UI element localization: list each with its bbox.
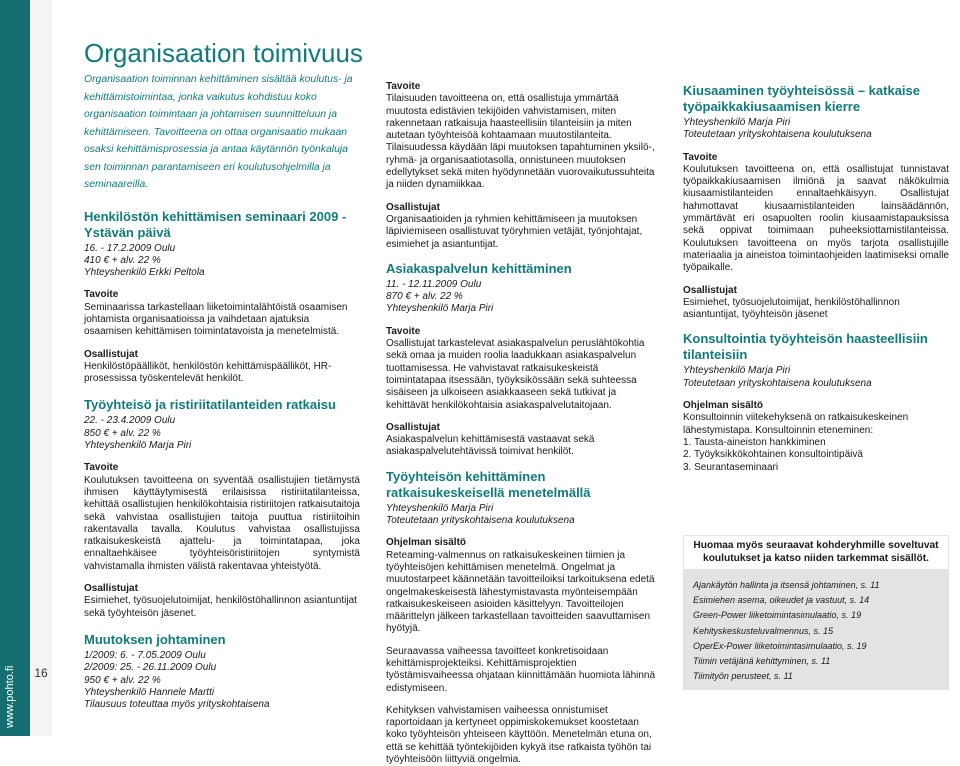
intro-text: Organisaation toiminnan kehittäminen sisältää koulutus- ja kehittämistoimintaa, jonka vaikutus kohdistuu koko organisaation toimintaan ja johtamisen suunnitteluun ja kehittämiseen. Tavoitteena on ottaa organisaatio mukaan osaksi kehittämisprosessia ja antaa käytännön työnkaluja sen toiminnan parantamiseen eri koulutusohjelmilla ja seminaareilla. — [84, 74, 353, 190]
goal-label: Tavoite — [386, 81, 421, 92]
goal-text: Koulutuksen tavoitteena on syventää osallistujien tietämystä ihmisen käyttäytymisestä erilaisissa ristiriitatilanteissa, kehittää osallistujien henkilökohtaisia ristiriitojen ratkaisutaitoja sekä vahvistaa osallistujien taitoja puuttua ristiriitoihin rakentavalla tavalla. Koulutus vahvistaa osallistujissa ratkaisukeskeistä ajattelu- ja toimintatapaa, joka ennaltaehkäisee työyhteisöristiriitojen syntymistä vahvistamalla ihmisten välistä rakentavaa yhteistyötä. — [84, 474, 360, 572]
participants-label: Osallistujat — [683, 284, 737, 296]
section-title: Työyhteisö ja ristiriitatilanteiden ratkaisu — [84, 397, 336, 413]
program-step: 3. Seurantaseminaari — [683, 461, 779, 473]
section-note: Toteutetaan yrityskohtaisena koulutuksena — [683, 377, 872, 389]
program-label: Ohjelman sisältö — [683, 400, 764, 412]
related-course-item: Tiimin vetäjänä kehittyminen, s. 11 — [693, 656, 831, 667]
section-contact: Yhteyshenkilö Marja Piri — [84, 440, 192, 452]
section-title: Henkilöstön kehittämisen seminaari 2009 - Ystävän päivä — [84, 208, 347, 240]
section-contact: Yhteyshenkilö Marja Piri — [386, 502, 494, 514]
participants-text: Asiakaspalvelun kehittämisestä vastaavat sekä asiakaspalvelutehtävissä toimivat henkilöt. — [386, 434, 595, 458]
goal-text: Tilaisuuden tavoitteena on, että osallistuja ymmärtää muutosta edistävien tekijöiden vahvistamisen, miten rakennetaan ratkaisuja haasteellisiin tilanteisiin ja miten autetaan työyhteisöä kohtaamaan muutostilanteita. Tilaisuudessa käydään läpi muutoksen tapahtuminen yksilö-, ryhmä- ja organisaatiotasolla, onnistuneen muutoksen edellytykset sekä miten hyödynnetään vuorovaikutussuhteita ja niiden dynamiikkaa. — [386, 93, 655, 191]
section-title: Muutoksen johtaminen — [84, 631, 226, 647]
program-text: Seuraavassa vaiheessa tavoitteet konkretisoidaan kehittämisprojekteiksi. Kehittämisprojektien työstämisvaiheessa ohjataan kiinnittämään huomiota lähinnä edistymiseen. — [386, 645, 656, 694]
related-courses-box — [683, 535, 949, 690]
section-contact: Yhteyshenkilö Erkki Peltola — [84, 267, 205, 279]
column-left — [84, 71, 360, 711]
section-price: 410 € + alv. 22 % — [84, 254, 161, 266]
section-contact: Yhteyshenkilö Marja Piri — [386, 303, 494, 315]
program-text: Kehityksen vahvistamisen vaiheessa onnistumiset raportoidaan ja kertyneet oppimiskokemukset koostetaan koko työyhteisön yhteiseen käyttöön. Menetelmän etuna on, että se kehittää työntekijöiden kykyä itse ratkaista työhön tai työyhteisöön liittyviä ongelmia. — [386, 704, 652, 766]
section-price: 950 € + alv. 22 % — [84, 674, 161, 686]
section-contact: Yhteyshenkilö Hannele Martti — [84, 686, 215, 698]
participants-text: Esimiehet, työsuojelutoimijat, henkilöstöhallinnon asiantuntijat, työyhteisön jäsenet — [683, 296, 900, 321]
section-title: Kiusaaminen työyhteisössä – katkaise työpaikkakiusaamisen kierre — [683, 83, 921, 114]
section-price: 870 € + alv. 22 % — [386, 291, 463, 303]
program-step: 2. Työyksikkökohtainen konsultointipäivä — [683, 449, 863, 461]
goal-text: Koulutuksen tavoitteena on, että osallistujat tunnistavat työpaikkakiusaamisen ilmiönä ja saavat näkökulmia kiusaamistilanteiden ennaltaehkäisyyn. Osallistujat hahmottavat kiusaamistilanteiden lainsäädännön, ymmärtävät eri osapuolten roolin kiusaamistapauksissa sekä oppivat toimimaan puheeksiottamistilanteissa. Koulutuksen tavoitteena on myös tarjota osallistujille materiaalia ja aineistoa toimintaohjeiden laatimiseksi omalle työpaikalle. — [683, 163, 949, 274]
section-contact: Yhteyshenkilö Marja Piri — [683, 117, 791, 128]
page-number-column — [30, 0, 52, 736]
column-right — [683, 83, 949, 474]
section-price: 850 € + alv. 22 % — [84, 427, 161, 439]
participants-label: Osallistujat — [386, 201, 440, 213]
participants-label: Osallistujat — [84, 348, 138, 360]
section-note: Toteutetaan yrityskohtaisena koulutuksena — [683, 129, 872, 141]
related-course-item: Esimiehen asema, oikeudet ja vastuut, s. 14 — [693, 595, 870, 606]
side-color-strip — [0, 0, 30, 736]
page-title: Organisaation toimivuus — [84, 38, 363, 68]
goal-label: Tavoite — [683, 151, 718, 163]
spacer — [386, 695, 660, 705]
section-contact: Yhteyshenkilö Marja Piri — [683, 365, 791, 377]
section-date: 1/2009: 6. - 7.05.2009 Oulu — [84, 649, 206, 661]
related-courses-list — [693, 578, 949, 684]
participants-text: Esimiehet, työsuojelutoimijat, henkilöstöhallinnon asiantuntijat sekä työyhteisön jäsenet. — [84, 595, 357, 619]
section-note: Tilausuus toteuttaa myös yrityskohtaisena — [84, 699, 270, 711]
related-courses-heading: Huomaa myös seuraavat kohderyhmille soveltuvat koulutukset ja katso niiden tarkemmat sisällöt. — [683, 535, 949, 570]
website-url: www.pohto.fi — [4, 665, 16, 728]
section-title: Asiakaspalvelun kehittäminen — [386, 260, 572, 276]
program-text: Konsultoinnin viitekehyksenä on ratkaisukeskeinen lähestymistapa. Konsultoinnin eteneminen: — [683, 412, 909, 436]
participants-text: Organisaatioiden ja ryhmien kehittämiseen ja muutoksen läpiviemiseen osallistuvat työryhmien vetäjät, työnjohtajat, esimiehet ja asiantuntijat. — [386, 213, 643, 250]
page-number: 16 — [34, 666, 48, 680]
program-text: Reteaming-valmennus on ratkaisukeskeinen tiimien ja työyhteisöjen kehittämisen menetelmä. Ongelmat ja muutostarpeet käännetään tavoitteiloiksi tarkoituksena edetä ongelmakeskeisestä lähestymistavasta myönteisempään ratkaisukeskeiseen asioiden käsittelyyn. Tavoitteilojen määrittelyn jälkeen tarkastellaan tavoitteiden saavuttamisen hyötyjä. — [386, 549, 655, 635]
goal-label: Tavoite — [84, 462, 119, 474]
goal-text: Seminaarissa tarkastellaan liiketoimintalähtöistä osaamisen johtamista organisaatioissa ja vaihdetaan ajatuksia osaamisen kehittämisen toimintatavoista ja menetelmistä. — [84, 301, 348, 338]
related-course-item: Ajankäytön hallinta ja itsensä johtaminen, s. 11 — [693, 580, 880, 590]
related-course-item: Green-Power liiketoimintasimulaatio, s. 19 — [693, 610, 862, 621]
section-date: 2/2009: 25. - 26.11.2009 Oulu — [84, 662, 217, 674]
related-course-item: OperEx-Power liiketoimintasimulaatio, s. 19 — [693, 640, 867, 651]
participants-label: Osallistujat — [386, 421, 440, 433]
section-title: Konsultointia työyhteisön haasteellisiin tilanteisiin — [683, 331, 928, 363]
section-date: 16. - 17.2.2009 Oulu — [84, 242, 176, 254]
column-middle — [386, 81, 660, 766]
goal-text: Osallistujat tarkastelevat asiakaspalvelun peruslähtökohtia sekä omaa ja muiden roolia laadukkaan asiakaspalvelun tuottamisessa. He vahvistavat ratkaisukeskeistä toimintatapaa itsessään, työyksikössään sekä suhteessa sisäiseen ja ulkoiseen asiakkaaseen sekä tutkivat ja kehittävät henkilökohtaisia asiakaspalvelutaitojaan. — [386, 338, 645, 411]
section-date: 11. - 12.11.2009 Oulu — [386, 278, 482, 290]
spacer — [386, 636, 660, 646]
program-label: Ohjelman sisältö — [386, 537, 467, 549]
goal-label: Tavoite — [84, 289, 119, 301]
participants-text: Henkilöstöpäälliköt, henkilöstön kehittämispäälliköt, HR-prosessissa työskentelevät henkilöt. — [84, 360, 332, 385]
goal-label: Tavoite — [386, 325, 421, 337]
section-title: Työyhteisön kehittäminen ratkaisukeskeisellä menetelmällä — [386, 468, 591, 500]
section-date: 22. - 23.4.2009 Oulu — [84, 415, 176, 427]
related-course-item: Tiimityön perusteet, s. 11 — [693, 671, 793, 682]
program-step: 1. Tausta-aineiston hankkiminen — [683, 436, 826, 448]
section-note: Toteutetaan yrityskohtaisena koulutuksena — [386, 515, 575, 527]
related-course-item: Kehityskeskusteluvalmennus, s. 15 — [693, 625, 834, 636]
participants-label: Osallistujat — [84, 583, 138, 595]
